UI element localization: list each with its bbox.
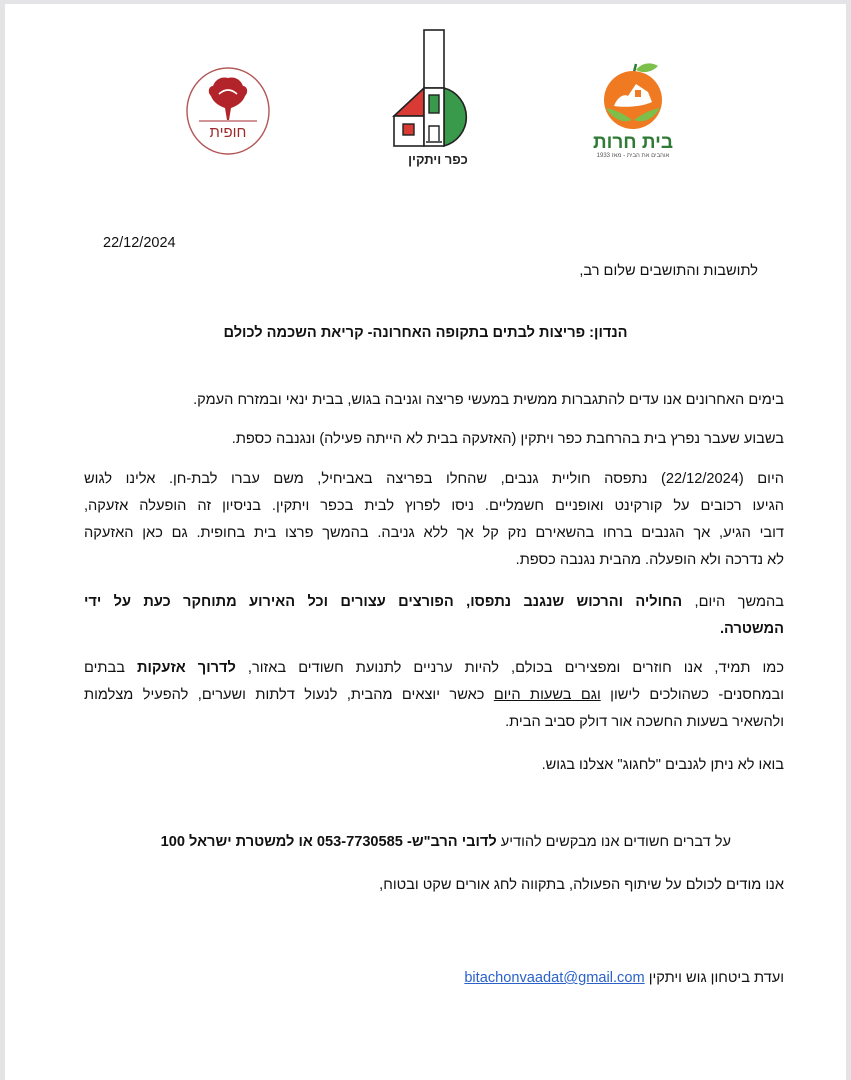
signature-name: ועדת ביטחון גוש ויתקין	[648, 970, 784, 986]
logo-header	[5, 4, 846, 204]
beit-herut-logo	[588, 62, 678, 160]
signature	[464, 968, 784, 989]
letter-subject: הנדון: פריצות לבתים בתקופה האחרונה- קריאת השכמה לכולם	[223, 325, 628, 341]
paragraph-line: ולהשאיר בשעות החשכה אור דולק סביב הבית.	[505, 714, 784, 730]
paragraph-bold: החוליה והרכוש שנגנב נתפסו, הפורצים עצורים וכל האירוע מתוחקר כעת על ידי	[84, 594, 683, 610]
text-segment: בבתים	[84, 660, 137, 676]
paragraph-line: הגיעו רכובים על קורקינט ואופניים חשמליים. ניסו לפרוץ לבית בכפר ויתקין. בניסיון זה הופעלה אזעקה,	[84, 498, 784, 514]
kfar-vitkin-logo	[388, 28, 488, 166]
kfar-vitkin-logo-label: כפר ויתקין	[408, 152, 468, 167]
paragraph-last-week: בשבוע שעבר נפרץ בית בהרחבת כפר ויתקין (האזעקה בבית לא הייתה פעילה) ונגנבה כספת.	[231, 431, 784, 447]
report-contacts: לדובי הרב"ש- 053-7730585 או למשטרת ישראל 100	[160, 834, 497, 850]
paragraph-line	[84, 655, 784, 682]
paragraph-today-incident	[84, 466, 784, 574]
text-segment: כמו תמיד, אנו חוזרים ומפצירים בכולם, להיות ערניים לתנועת חשודים באזור,	[235, 660, 784, 676]
paragraph-arrest	[84, 589, 784, 643]
text-underlined: וגם בשעות היום	[493, 687, 601, 703]
beit-herut-logo-label: בית חרות	[592, 132, 674, 153]
letter-date: 22/12/2024	[103, 235, 176, 251]
paragraph-line-bold: המשטרה.	[720, 621, 784, 637]
paragraph-line	[84, 682, 784, 709]
paragraph-line	[84, 589, 784, 616]
hofit-logo-label: חופית	[209, 124, 247, 141]
paragraph-recent-burglaries: בימים האחרונים אנו עדים להתגברות ממשית במעשי פריצה וגניבה בגוש, בבית ינאי ובמזרח העמק.	[193, 392, 784, 408]
hofit-emblem-icon	[185, 66, 271, 156]
letter-greeting: לתושבות והתושבים שלום רב,	[579, 263, 758, 279]
report-contact-line	[161, 832, 731, 853]
paragraph-line: דובי הגיע, אך הגנבים ברחו בהשאירם נזק קל אך ללא גניבה. בהמשך פרצו בית בחופית. גם כאן האזעקה	[84, 525, 784, 541]
beit-herut-orange-icon	[588, 62, 678, 132]
paragraph-line: היום (22/12/2024) נתפסה חוליית גנבים, שהחלו בפריצה באביחיל, משם עברו לבת-חן. אלינו לגוש	[84, 471, 784, 487]
text-segment: ובמחסנים- כשהולכים לישון	[600, 687, 784, 703]
paragraph-line: לא נדרכה ולא הופעלה. מהבית נגנבה כספת.	[515, 552, 784, 568]
report-lead: על דברים חשודים אנו מבקשים להודיע	[496, 834, 731, 850]
beit-herut-logo-subtitle: אוהבים את הבית - מאז 1933	[596, 153, 670, 159]
paragraph-recommendations	[84, 655, 784, 736]
paragraph-closing-call: בואו לא ניתן לגנבים "לחגוג" אצלנו בגוש.	[541, 757, 784, 773]
text-bold: לדרוך אזעקות	[137, 660, 236, 676]
text-segment: כאשר יוצאים מהבית, לנעול דלתות ושערים, להפעיל מצלמות	[84, 687, 494, 703]
thanks-line: אנו מודים לכולם על שיתוף הפעולה, בתקווה לחג אורים שקט ובטוח,	[379, 877, 784, 893]
kfar-vitkin-house-icon	[388, 28, 488, 150]
paragraph-lead: בהמשך היום,	[682, 594, 784, 610]
hofit-logo	[185, 66, 271, 156]
letter-page	[5, 4, 846, 1080]
email-link[interactable]: bitachonvaadat@gmail.com	[464, 970, 645, 986]
